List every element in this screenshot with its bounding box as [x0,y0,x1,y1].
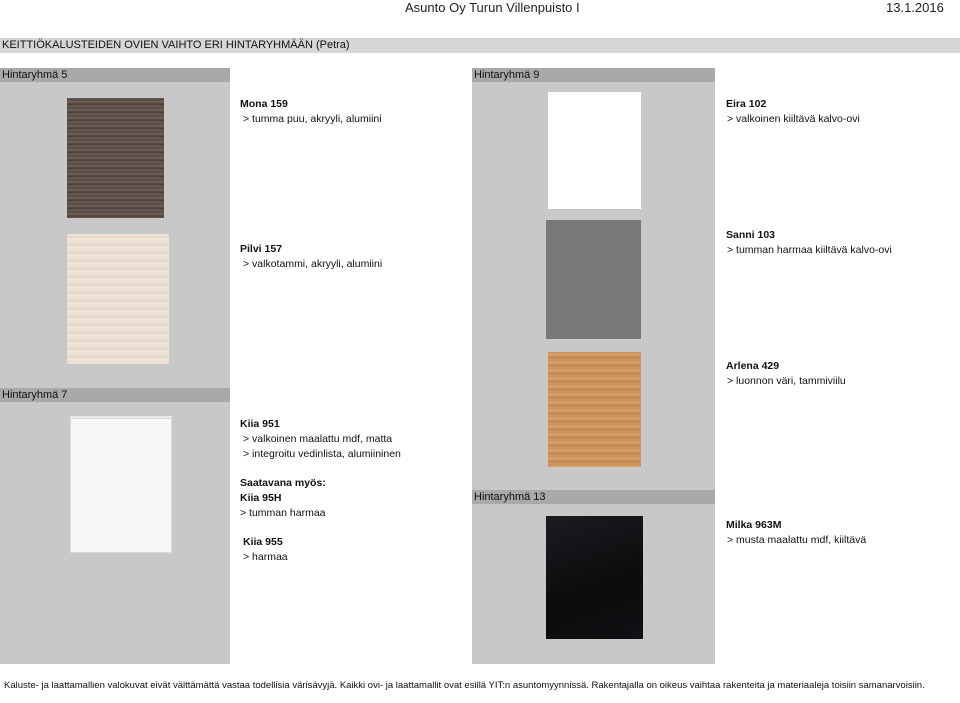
disclaimer-footer: Kaluste- ja laattamallien valokuvat eivät välttämättä vastaa todellisia värisävyjä. Kaikki ovi- ja laattamallit ovat esillä YIT:n asuntomyynnissä. Rakentajalla on oikeus vaihtaa rakenteita ja materiaaleja toisiin samanarvoisiin. [4,680,925,691]
product-desc: > valkoinen maalattu mdf, matta [243,433,393,445]
product-name: Mona 159 [240,98,288,110]
product-desc: > integroitu vedinlista, alumiininen [243,448,401,460]
also-available-label: Saatavana myös: [240,477,326,489]
product-kiia [240,417,401,565]
milka-swatch [546,516,643,639]
product-sanni [726,228,892,258]
product-name: Eira 102 [726,98,767,110]
group-bar-7: Hintaryhmä 7 [0,388,230,402]
product-desc: > tumma puu, akryyli, alumiini [243,113,382,125]
pilvi-swatch [67,234,169,364]
product-name: Arlena 429 [726,360,780,372]
group-bar-13: Hintaryhmä 13 [472,490,715,504]
mona-swatch [67,98,164,218]
company-name: Asunto Oy Turun Villenpuisto I [405,0,580,15]
product-name: Kiia 95H [240,492,282,504]
product-name: Kiia 955 [243,536,283,548]
product-name: Milka 963M [726,519,782,531]
product-mona [240,97,382,127]
product-name: Sanni 103 [726,229,776,241]
product-desc: > valkotammi, akryyli, alumiini [243,258,383,270]
sanni-swatch [546,220,641,339]
page-title: KEITTIÖKALUSTEIDEN OVIEN VAIHTO ERI HINTARYHMÄÄN (Petra) [0,38,960,53]
product-desc: > tumman harmaa [240,507,326,519]
product-desc: > valkoinen kiiltävä kalvo-ovi [727,113,860,125]
eira-swatch [548,92,641,209]
product-name: Kiia 951 [240,418,280,430]
arlena-swatch [548,352,641,467]
product-desc: > harmaa [243,551,288,563]
group-bar-9: Hintaryhmä 9 [472,68,715,82]
group-bar-5: Hintaryhmä 5 [0,68,230,82]
product-desc: > luonnon väri, tammiviilu [727,375,846,387]
product-eira [726,97,860,127]
kiia-swatch [70,416,172,553]
document-date: 13.1.2016 [886,0,944,15]
product-milka [726,518,866,548]
product-desc: > tumman harmaa kiiltävä kalvo-ovi [727,244,892,256]
product-pilvi [240,242,382,272]
product-arlena [726,359,846,389]
product-desc: > musta maalattu mdf, kiiltävä [727,534,867,546]
product-name: Pilvi 157 [240,243,283,255]
